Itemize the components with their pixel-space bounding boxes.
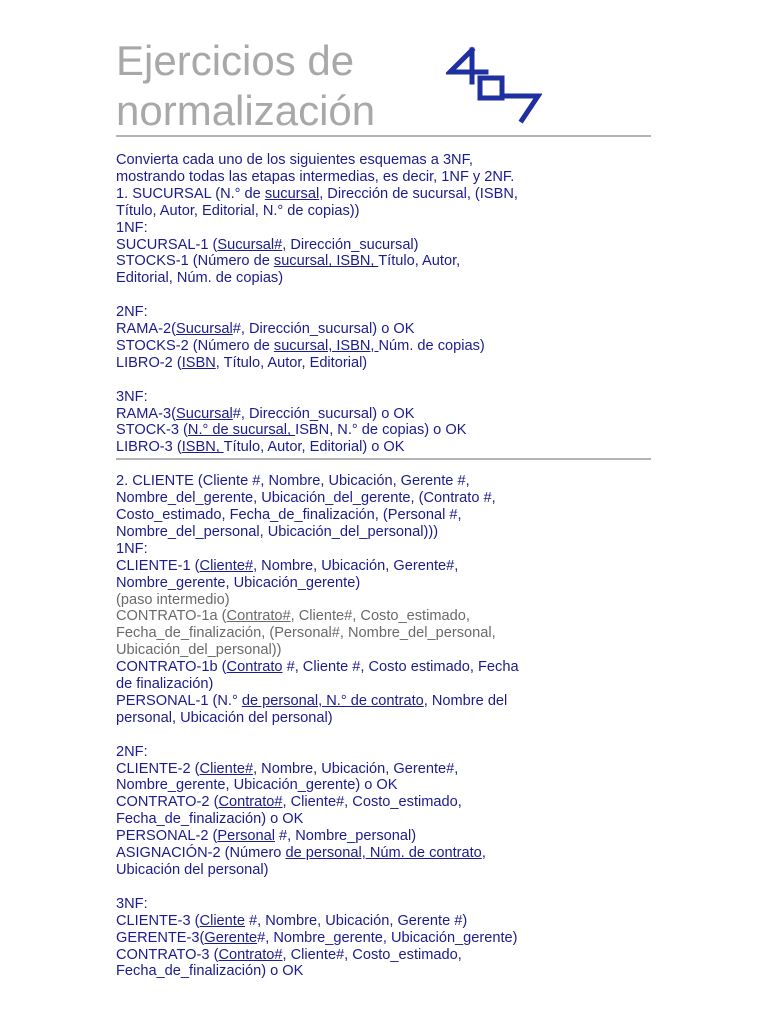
schema-sucursal-1: SUCURSAL-1 (Sucursal#, Dirección_sucursal) (116, 236, 419, 253)
schema-contrato-3: CONTRATO-3 (Contrato#, Cliente#, Costo_estimado, (116, 946, 462, 963)
schema-asignacion-2-cont: Ubicación del personal) (116, 862, 269, 878)
section-divider (116, 456, 656, 473)
schema-contrato-1a: CONTRATO-1a (Contrato#, Cliente#, Costo_estimado, (116, 608, 470, 625)
nf2-label: 2NF: (116, 304, 148, 321)
schema-contrato-2: CONTRATO-2 (Contrato#, Cliente#, Costo_estimado, (116, 794, 462, 811)
exercise-2-header-cont: Costo_estimado, Fecha_de_finalización, (Personal #, (116, 506, 462, 523)
title-line-1: Ejercicios de (116, 37, 355, 84)
title-divider (116, 135, 651, 137)
schema-asignacion-2: ASIGNACIÓN-2 (Número de personal, Núm. de contrato, (116, 845, 486, 862)
schema-contrato-1a-cont: Fecha_de_finalización, (Personal#, Nombre_del_personal, (116, 625, 496, 642)
exercise-content (116, 152, 656, 980)
schema-cliente-1: CLIENTE-1 (Cliente#, Nombre, Ubicación, Gerente#, (116, 557, 459, 574)
schema-personal-1: PERSONAL-1 (N.° de personal, N.° de contrato, Nombre del (116, 692, 508, 709)
schema-contrato-1b: CONTRATO-1b (Contrato #, Cliente #, Costo estimado, Fecha (116, 659, 519, 676)
nf2-label: 2NF: (116, 743, 148, 760)
exercise-2-header-cont: Nombre_del_gerente, Ubicación_del_gerente, (Contrato #, (116, 490, 496, 507)
schema-libro-2: LIBRO-2 (ISBN, Título, Autor, Editorial) (116, 354, 368, 371)
schema-stock-3: STOCK-3 (N.° de sucursal, ISBN, N.° de copias) o OK (116, 422, 467, 439)
schema-personal-1-cont: personal, Ubicación del personal) (116, 709, 333, 726)
schema-stocks-1: STOCKS-1 (Número de sucursal, ISBN, Título, Autor, (116, 253, 461, 270)
nf1-label: 1NF: (116, 219, 148, 236)
schema-contrato-2-cont: Fecha_de_finalización) o OK (116, 811, 304, 828)
schema-cliente-1-cont: Nombre_gerente, Ubicación_gerente) (116, 574, 361, 591)
intro-line: Convierta cada uno de los siguientes esquemas a 3NF, (116, 152, 473, 168)
schema-stocks-1-cont: Editorial, Núm. de copias) (116, 270, 284, 287)
nf3-label: 3NF: (116, 388, 148, 405)
schema-cliente-3: CLIENTE-3 (Cliente #, Nombre, Ubicación, Gerente #) (116, 912, 468, 929)
schema-cliente-2-cont: Nombre_gerente, Ubicación_gerente) o OK (116, 777, 398, 794)
schema-stocks-2: STOCKS-2 (Número de sucursal, ISBN, Núm. de copias) (116, 337, 485, 354)
exercise-1-header: 1. SUCURSAL (N.° de sucursal, Dirección de sucursal, (ISBN, (116, 185, 518, 202)
logo-407-icon (446, 46, 542, 126)
schema-libro-3: LIBRO-3 (ISBN, Título, Autor, Editorial) o OK (116, 439, 405, 456)
schema-contrato-1b-cont: de finalización) (116, 676, 214, 693)
exercise-1-header-cont: Título, Autor, Editorial, N.° de copias)) (116, 202, 360, 219)
exercise-2-header-cont: Nombre_del_personal, Ubicación_del_personal))) (116, 523, 439, 540)
schema-rama-2: RAMA-2(Sucursal#, Dirección_sucursal) o OK (116, 321, 415, 338)
schema-gerente-3: GERENTE-3(Gerente#, Nombre_gerente, Ubicación_gerente) (116, 929, 518, 946)
schema-contrato-1a-cont: Ubicación_del_personal)) (116, 642, 282, 659)
exercise-2-header: 2. CLIENTE (Cliente #, Nombre, Ubicación, Gerente #, (116, 473, 470, 490)
schema-rama-3: RAMA-3(Sucursal#, Dirección_sucursal) o OK (116, 405, 415, 422)
nf1-label: 1NF: (116, 540, 148, 557)
schema-cliente-2: CLIENTE-2 (Cliente#, Nombre, Ubicación, Gerente#, (116, 760, 459, 777)
schema-personal-2: PERSONAL-2 (Personal #, Nombre_personal) (116, 828, 417, 845)
intro-line: mostrando todas las etapas intermedias, es decir, 1NF y 2NF. (116, 168, 515, 185)
nf3-label: 3NF: (116, 895, 148, 912)
intermediate-step-note: (paso intermedio) (116, 591, 230, 608)
page-title (116, 36, 375, 136)
title-line-2: normalización (116, 87, 376, 134)
schema-contrato-3-cont: Fecha_de_finalización) o OK (116, 963, 304, 980)
